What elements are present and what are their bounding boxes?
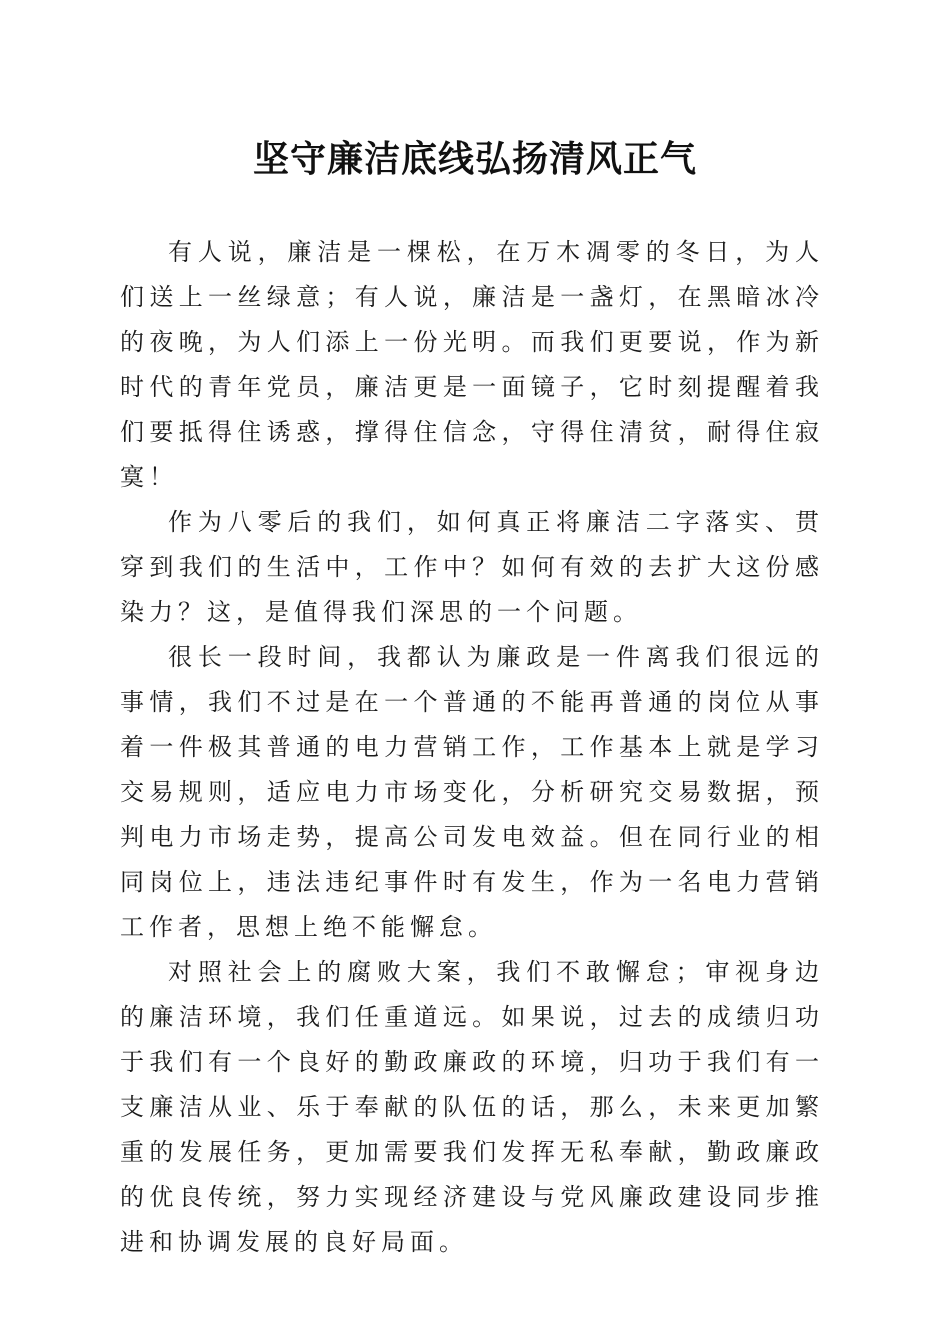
paragraph-4: 对照社会上的腐败大案，我们不敢懈怠；审视身边的廉洁环境，我们任重道远。如果说，过去的成绩归功于我们有一个良好的勤政廉政的环境，归功于我们有一支廉洁从业、乐于奉献的队伍的话，那么，未来更加繁重的发展任务，更加需要我们发挥无私奉献，勤政廉政的优良传统，努力实现经济建设与党风廉政建设同步推进和协调发展的良好局面。: [120, 958, 824, 1256]
document-title: 坚守廉洁底线弘扬清风正气: [252, 138, 697, 180]
paragraph-1: 有人说，廉洁是一棵松，在万木凋零的冬日，为人们送上一丝绿意；有人说，廉洁是一盏灯，在黑暗冰冷的夜晚，为人们添上一份光明。而我们更要说，作为新时代的青年党员，廉洁更是一面镜子，它时刻提醒着我们要抵得住诱惑，撑得住信念，守得住清贫，耐得住寂寞！: [120, 238, 824, 491]
document-body: [120, 230, 824, 1265]
paragraph-3: 很长一段时间，我都认为廉政是一件离我们很远的事情，我们不过是在一个普通的不能再普通的岗位从事着一件极其普通的电力营销工作，工作基本上就是学习交易规则，适应电力市场变化，分析研究交易数据，预判电力市场走势，提高公司发电效益。但在同行业的相同岗位上，违法违纪事件时有发生，作为一名电力营销工作者，思想上绝不能懈怠。: [120, 643, 824, 941]
paragraph-2: 作为八零后的我们，如何真正将廉洁二字落实、贯穿到我们的生活中，工作中？如何有效的去扩大这份感染力？这，是值得我们深思的一个问题。: [120, 508, 824, 626]
